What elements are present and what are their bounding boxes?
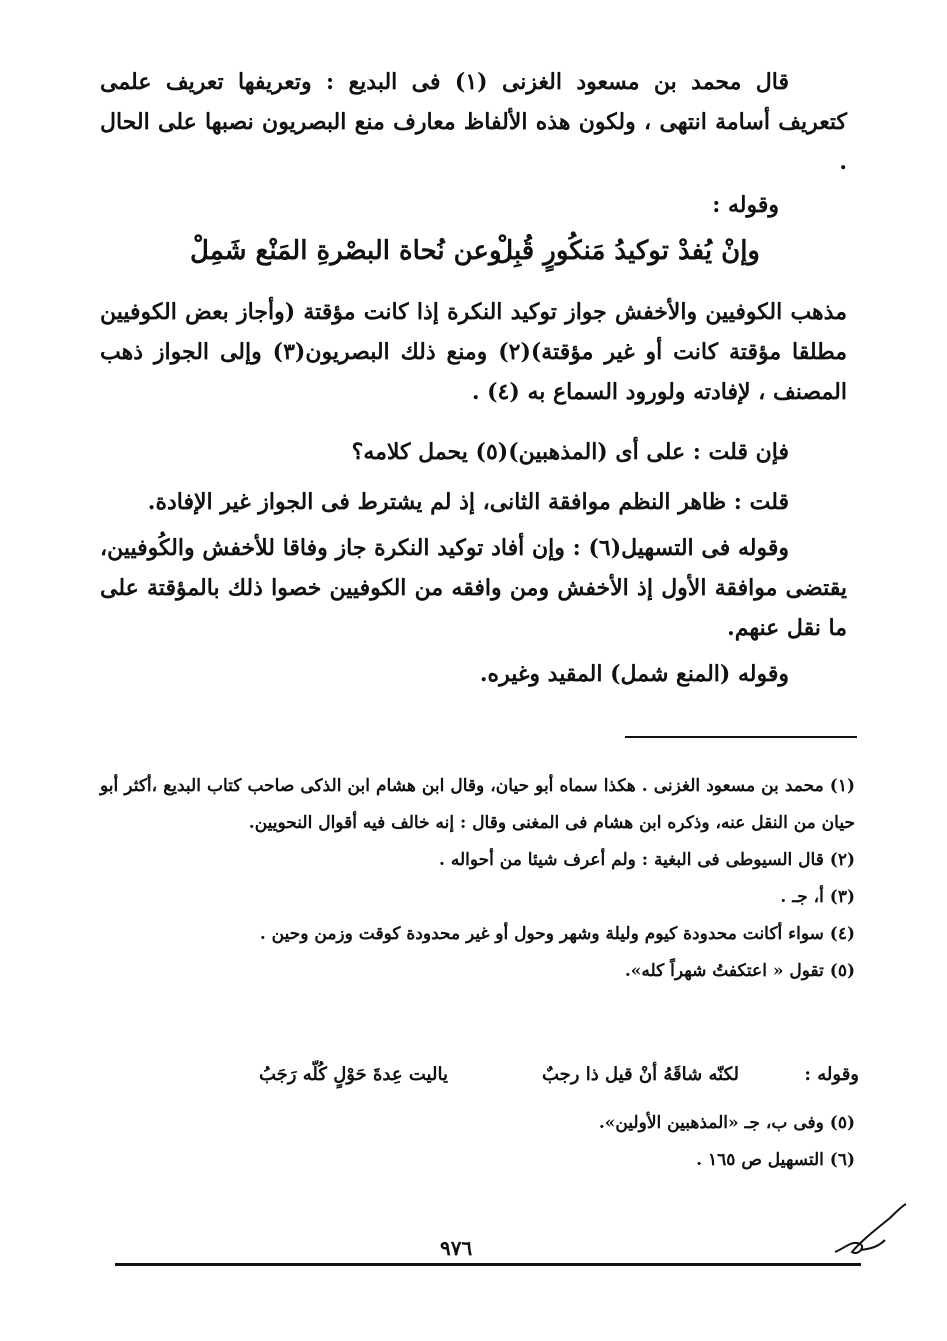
paragraph-3: فإن قلت : على أى (المذهبين)(٥) يحمل كلامه؟ [351, 439, 789, 465]
verse-hemistich-2: وعن نُحاة البصْرةِ المَنْع شَمِلْ [190, 236, 502, 266]
verse-hemistich-1: وإنْ يُفدْ توكيدُ مَنكُورٍ قُبِلْ [494, 236, 760, 266]
footnote-1: (١) محمد بن مسعود الغزنى . هكذا سماه أبو حيان، وقال ابن هشام ابن الذكى صاحب كتاب البديع ،أكثر أبو حيان من النقل عنه، وذكره ابن هشام فى المغنى وقال : إنه خالف فيه أقوال النحويين. [100, 776, 855, 833]
footnote-3: (٣) أ، جـ . [780, 887, 855, 907]
paragraph-6: وقوله (المنع شمل) المقيد وغيره. [479, 661, 789, 687]
bottom-rule [115, 1263, 861, 1266]
main-text-block-1 [100, 62, 847, 182]
page-number: ٩٧٦ [440, 1236, 473, 1260]
verse-line [190, 236, 760, 286]
footnote-verse-hemistich-2: ياليت عِدةَ حَوْلٍ كُلّه رَجَبُ [259, 1064, 448, 1085]
footnote-5a: (٥) تقول « اعتكفتُ شهراً كله». [624, 961, 855, 981]
footnote-2: (٢) قال السيوطى فى البغية : ولم أعرف شيئا من أحواله . [439, 850, 855, 870]
footnote-verse-intro: وقوله : [804, 1064, 859, 1085]
paragraph-1: قال محمد بن مسعود الغزنى (١) فى البديع : وتعريفها تعريف علمى كتعريف أسامة انتهى ، ولكون هذه الألفاظ معارف منع البصريون نصبها على الحال . [100, 69, 847, 175]
paragraph-4: قلت : ظاهر النظم موافقة الثانى، إذ لم يشترط فى الجواز غير الإفادة. [147, 489, 789, 515]
main-text-block-2 [100, 292, 847, 412]
footnotes-block-2 [100, 1105, 855, 1179]
paragraph-5: وقوله فى التسهيل(٦) : وإن أفاد توكيد النكرة جاز وفاقا للأخفش والكُوفيين، يقتضى موافقة الأول إذ الأخفش ومن وافقه من الكوفيين خصوا ذلك بالمؤقتة على ما نقل عنهم. [100, 535, 847, 641]
footnote-6: (٦) التسهيل ص ١٦٥ . [696, 1150, 855, 1170]
footnote-verse [259, 1064, 859, 1100]
paragraph-2: مذهب الكوفيين والأخفش جواز توكيد النكرة إذا كانت مؤقتة (وأجاز بعض الكوفيين مطلقا مؤقتة كانت أو غير مؤقتة)(٢) ومنع ذلك البصريون(٣) وإلى الجواز ذهب المصنف ، لإفادته ولورود السماع به (٤) . [100, 299, 847, 405]
footnote-5b: (٥) وفى ب، جـ «المذهبين الأولين». [598, 1113, 855, 1133]
footnote-4: (٤) سواء أكانت محدودة كيوم وليلة وشهر وحول أو غير محدودة كوقت وزمن وحين . [259, 924, 855, 944]
footnote-verse-hemistich-1: لكنّه شاقَهُ أنْ قيل ذا رجبٌ [541, 1064, 739, 1085]
footnote-separator [625, 736, 857, 738]
footnotes-block-1 [100, 768, 855, 990]
verse-intro: وقوله : [712, 192, 779, 218]
main-text-block-3 [100, 428, 847, 700]
signature-mark-icon [830, 1200, 910, 1260]
